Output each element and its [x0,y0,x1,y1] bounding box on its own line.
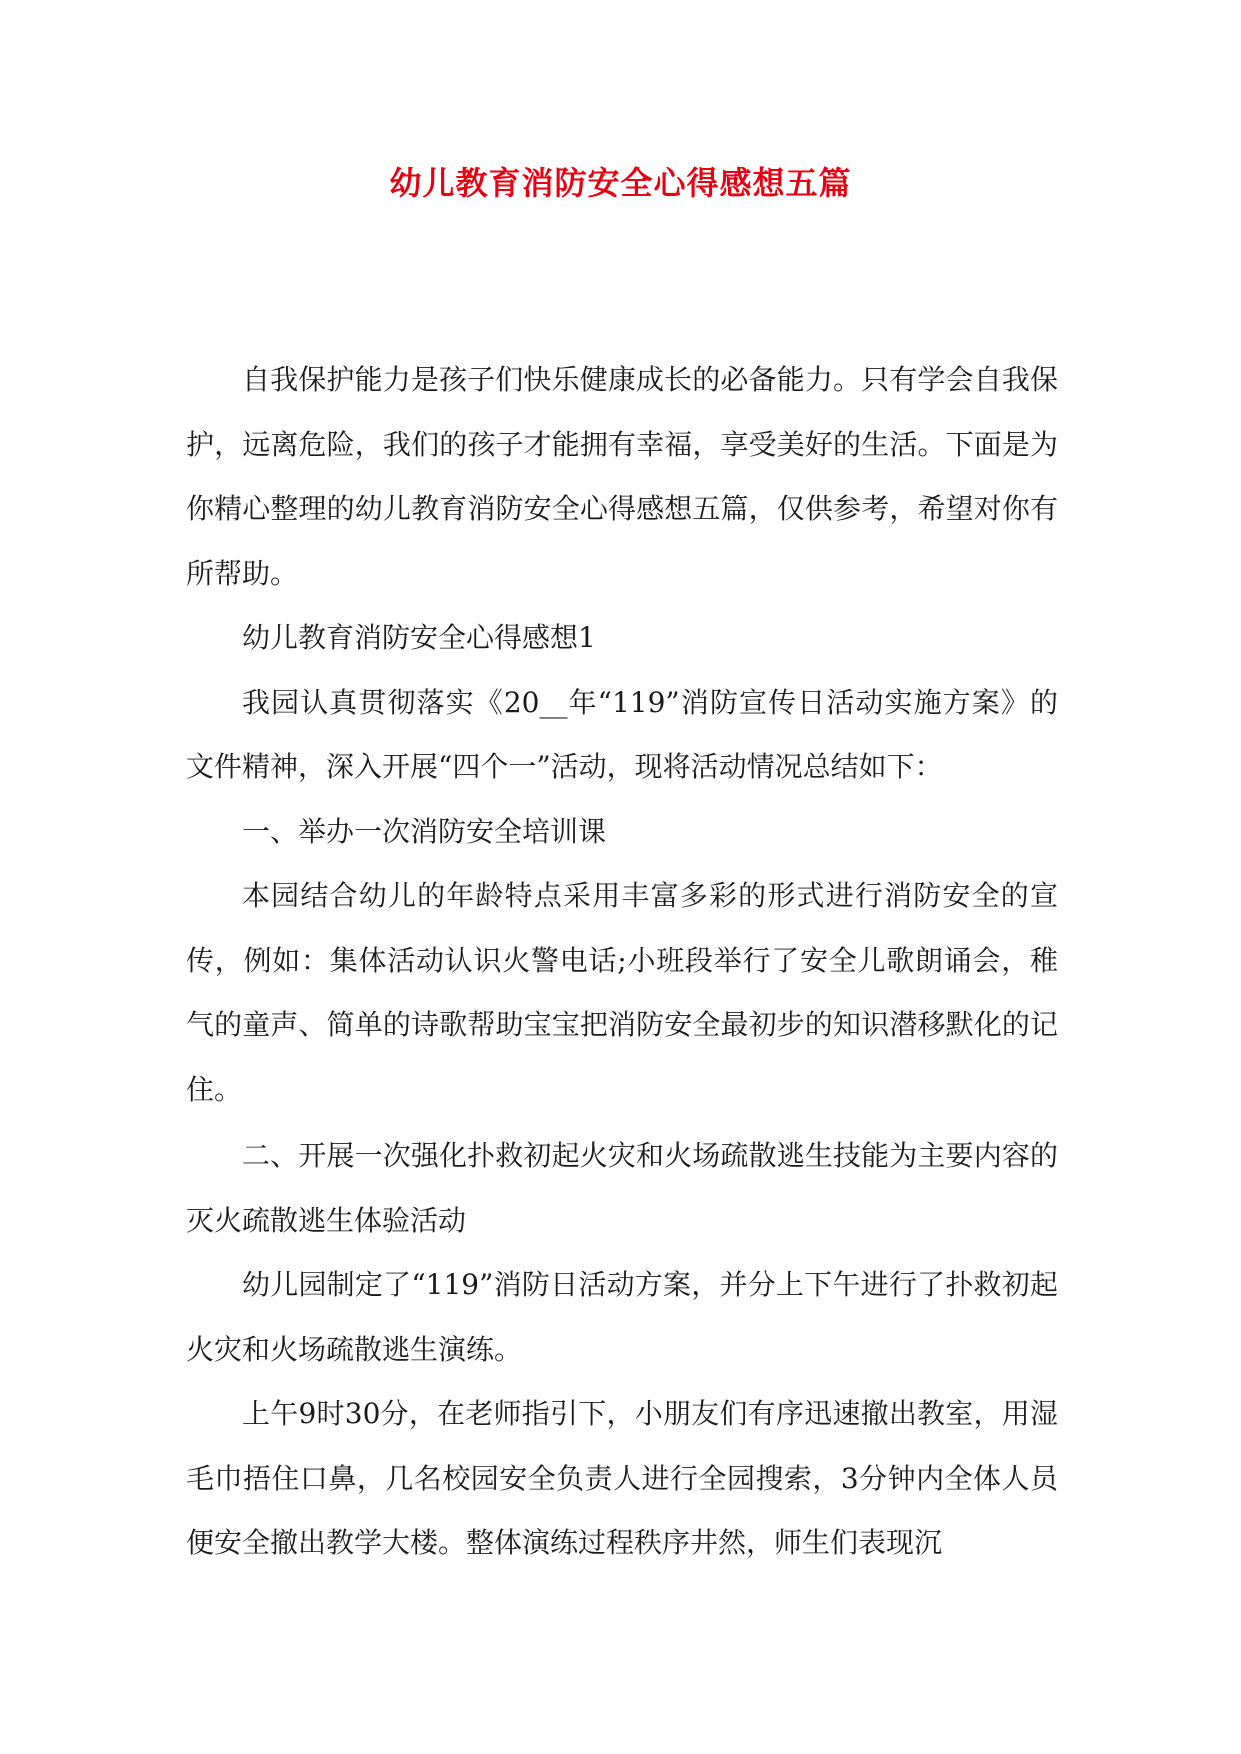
subheading-2: 二、开展一次强化扑救初起火灾和火场疏散逃生技能为主要内容的灭火疏散逃生体验活动 [186,1139,1058,1237]
section-heading-1: 幼儿教育消防安全心得感想1 [242,621,596,654]
paragraph: 上午9时30分，在老师指引下，小朋友们有序迅速撤出教室，用湿毛巾捂住口鼻，几名校园安全负责人进行全园搜索，3分钟内全体人员便安全撤出教学大楼。整体演练过程秩序井然，师生们表现沉 [186,1397,1058,1559]
paragraph: 我园认真贯彻落实《20__年“119”消防宣传日活动实施方案》的文件精神，深入开展“四个一”活动，现将活动情况总结如下： [186,685,1058,783]
paragraph: 幼儿园制定了“119”消防日活动方案，并分上下午进行了扑救初起火灾和火场疏散逃生演练。 [186,1268,1058,1366]
paragraph-intro: 自我保护能力是孩子们快乐健康成长的必备能力。只有学会自我保护，远离危险，我们的孩子才能拥有幸福，享受美好的生活。下面是为你精心整理的幼儿教育消防安全心得感想五篇，仅供参考，希望对你有所帮助。 [186,363,1058,590]
document-title: 幼儿教育消防安全心得感想五篇 [389,164,852,202]
subheading-1: 一、举办一次消防安全培训课 [242,814,607,848]
document-body [186,348,1058,1576]
paragraph: 本园结合幼儿的年龄特点采用丰富多彩的形式进行消防安全的宣传，例如：集体活动认识火警电话;小班段举行了安全儿歌朗诵会，稚气的童声、简单的诗歌帮助宝宝把消防安全最初步的知识潜移默化的记住。 [186,879,1058,1106]
